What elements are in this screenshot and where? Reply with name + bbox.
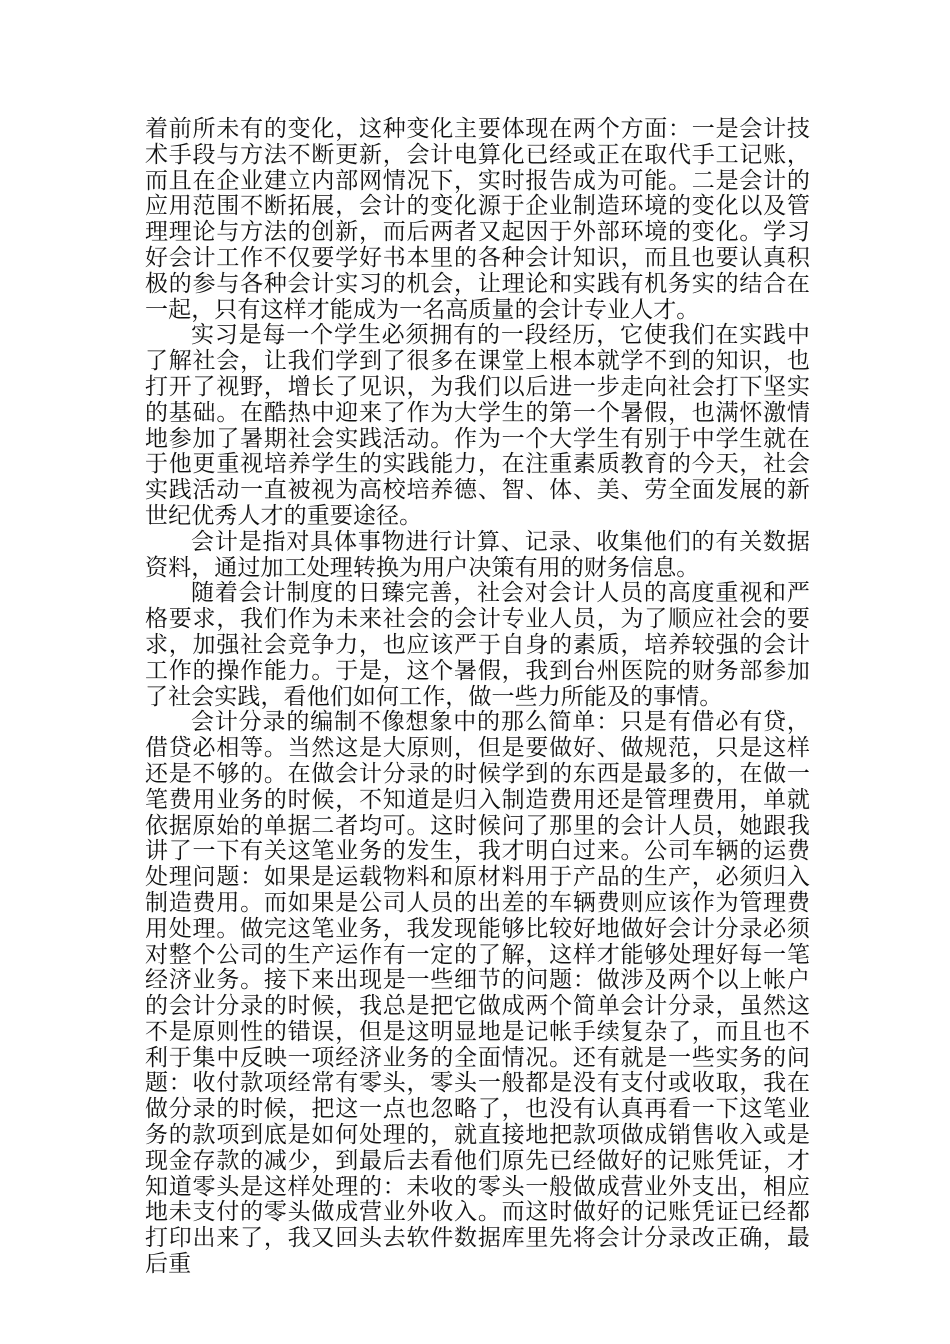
- paragraph-3: 会计是指对具体事物进行计算、记录、收集他们的有关数据资料，通过加工处理转换为用户决策有用的财务信息。: [145, 528, 810, 581]
- paragraph-1: 着前所未有的变化，这种变化主要体现在两个方面：一是会计技术手段与方法不断更新，会计电算化已经或正在取代手工记账，而且在企业建立内部网情况下，实时报告成为可能。二是会计的应用范围不断拓展，会计的变化源于企业制造环境的变化以及管理理论与方法的创新，而后两者又起因于外部环境的变化。学习好会计工作不仅要学好书本里的各种会计知识，而且也要认真积极的参与各种会计实习的机会，让理论和实践有机务实的结合在一起，只有这样才能成为一名高质量的会计专业人才。: [145, 116, 810, 323]
- body-text: [145, 117, 810, 1278]
- paragraph-2: 实习是每一个学生必须拥有的一段经历，它使我们在实践中了解社会，让我们学到了很多在课堂上根本就学不到的知识，也打开了视野，增长了见识，为我们以后进一步走向社会打下坚实的基础。在酷热中迎来了作为大学生的第一个暑假，也满怀激情地参加了暑期社会实践活动。作为一个大学生有别于中学生就在于他更重视培养学生的实践能力，在注重素质教育的今天，社会实践活动一直被视为高校培养德、智、体、美、劳全面发展的新世纪优秀人才的重要途径。: [145, 322, 810, 529]
- paragraph-4: 随着会计制度的日臻完善，社会对会计人员的高度重视和严格要求，我们作为未来社会的会计专业人员，为了顺应社会的要求，加强社会竞争力，也应该严于自身的素质，培养较强的会计工作的操作能力。于是，这个暑假，我到台州医院的财务部参加了社会实践，看他们如何工作，做一些力所能及的事情。: [145, 580, 810, 710]
- paragraph-5: 会计分录的编制不像想象中的那么简单：只是有借必有贷，借贷必相等。当然这是大原则，但是要做好、做规范，只是这样还是不够的。在做会计分录的时候学到的东西是最多的，在做一笔费用业务的时候，不知道是归入制造费用还是管理费用，单就依据原始的单据二者均可。这时候问了那里的会计人员，她跟我讲了一下有关这笔业务的发生，我才明白过来。公司车辆的运费处理问题：如果是运载物料和原材料用于产品的生产，必须归入制造费用。而如果是公司人员的出差的车辆费则应该作为管理费用处理。做完这笔业务，我发现能够比较好地做好会计分录必须对整个公司的生产运作有一定的了解，这样才能够处理好每一笔经济业务。接下来出现是一些细节的问题：做涉及两个以上帐户的会计分录的时候，我总是把它做成两个简单会计分录，虽然这不是原则性的错误，但是这明显地是记帐手续复杂了，而且也不利于集中反映一项经济业务的全面情况。还有就是一些实务的问题：收付款项经常有零头，零头一般都是没有支付或收取，我在做分录的时候，把这一点也忽略了，也没有认真再看一下这笔业务的款项到底是如何处理的，就直接地把款项做成销售收入或是现金存款的减少，到最后去看他们原先已经做好的记账凭证，才知道零头是这样处理的：未收的零头一般做成营业外支出，相应地未支付的零头做成营业外收入。而这时做好的记账凭证已经都打印出来了，我又回头去软件数据库里先将会计分录改正确，最后重: [145, 709, 810, 1278]
